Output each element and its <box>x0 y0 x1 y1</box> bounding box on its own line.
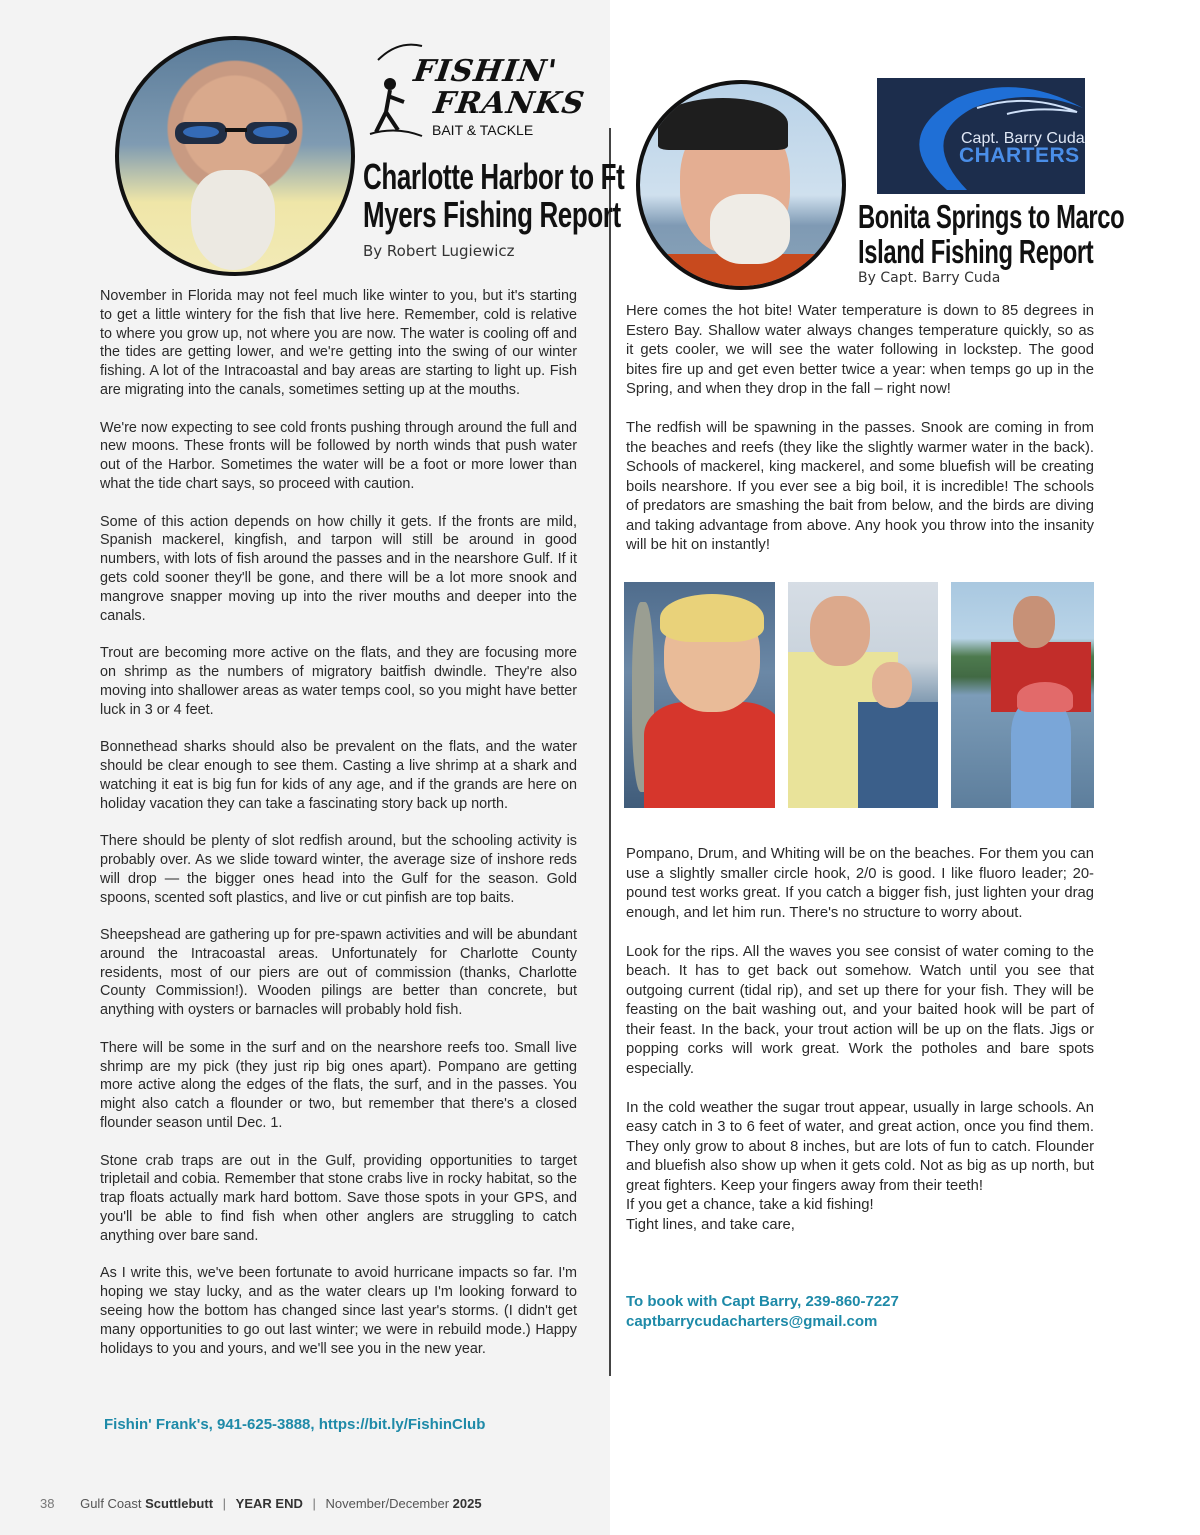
barry-cuda-contact <box>626 1292 899 1331</box>
article-paragraph: Some of this action depends on how chilly it gets. If the fronts are mild, Spanish mackerel, kingfish, and tarpon will still be around in good numbers, with lots of fish around the passes and in the nearshore Gulf. If it gets cold sooner they'll be gone, and there will be a lot more snook and mangrove snapper moving up into the river mouths and deeper into the canals. <box>100 513 577 624</box>
logo-text-franks: FRANKS <box>431 86 588 121</box>
right-article-body-top <box>626 302 1094 575</box>
barry-cuda-charters-logo <box>877 78 1085 194</box>
issue-months: November/December <box>325 1496 450 1511</box>
fishin-franks-logo <box>368 40 588 144</box>
robert-lugiewicz-portrait <box>115 36 355 276</box>
article-paragraph: We're now expecting to see cold fronts pushing through around the full and new moons. These fronts will be followed by north winds that push water out of the Harbor. Sometimes the water will be a foot or more lower than what the tide chart says, so proceed with caution. <box>100 419 577 492</box>
photo-captain-and-boy-with-fish <box>788 582 938 808</box>
booking-phone-link[interactable]: To book with Capt Barry, 239-860-7227 <box>626 1293 899 1310</box>
fishin-franks-contact-link[interactable]: Fishin' Frank's, 941-625-3888, https://bit.ly/FishinClub <box>104 1416 486 1433</box>
logo-text-capt-barry-cuda: Capt. Barry Cuda <box>961 130 1085 147</box>
photo-captain-and-girl-fishing <box>951 582 1094 808</box>
article-paragraph: Pompano, Drum, and Whiting will be on the beaches. For them you can use a slightly smaller circle hook, 2/0 is good. I like fluoro leader; 20-pound test works great. If you catch a bigger fish, just lighten your drag enough, and let him run. There's no structure to worry about. <box>626 846 1094 921</box>
right-title-line-1: Bonita Springs to Marco <box>858 198 1125 235</box>
photo-kid-with-trout <box>624 582 775 808</box>
column-divider <box>609 128 611 1376</box>
article-paragraph: November in Florida may not feel much like winter to you, but it's starting to get a little wintery for the fish that live here. Remember, cold is relative to where you grow up, not where you are now. The water is cooling off and the tides are getting lower, and we're getting into the swing of our winter fishing. A lot of the Intracoastal and bay areas are starting to light up. Fish are migrating into the canals, sometimes setting up at the mouths. <box>100 288 577 398</box>
article-paragraph: The redfish will be spawning in the passes. Snook are coming in from the beaches and reefs (they like the slightly warmer water in the back). Schools of mackerel, king mackerel, and some bluefish will be creating boils nearshore. If you ever see a big boil, it is incredible! The schools of predators are smashing the bait from below, and the birds are diving and taking advantage from above. Any hook you throw into the insanity will be hit on instantly! <box>626 420 1094 553</box>
left-article-title <box>363 158 624 234</box>
closing-line: Tight lines, and take care, <box>626 1216 795 1233</box>
closing-line: If you get a chance, take a kid fishing! <box>626 1197 874 1213</box>
article-paragraph: Trout are becoming more active on the flats, and they are focusing more on shrimp as the numbers of migratory baitfish dwindle. They're also moving into shallower areas as water temps cool, so you might have better luck in 3 or 4 feet. <box>100 645 577 718</box>
publication-prefix: Gulf Coast <box>80 1496 142 1511</box>
logo-text-charters: CHARTERS <box>959 144 1080 167</box>
article-paragraph: Sheepshead are gathering up for pre-spawn activities and will be abundant around the Intracoastal areas. Unfortunately for Charlotte County residents, most of our piers are out of commission (thanks, Charlotte County Commission!). Wooden pilings are better than concrete, but anything with oysters or barnacles will probably hold fish. <box>100 927 577 1019</box>
right-article-title <box>858 200 1124 269</box>
logo-text-bait-tackle: BAIT & TACKLE <box>432 122 534 138</box>
article-paragraph: In the cold weather the sugar trout appear, usually in large schools. An easy catch in 3 to 6 feet of water, and great action, once you find them. They only grow to about 8 inches, but are lots of fun to catch. Flounder and bluefish also show up when it gets cold. Not as big as up north, but great fighters. Keep your fingers away from their teeth! <box>626 1099 1094 1194</box>
issue-label: YEAR END <box>235 1496 303 1511</box>
publication-name: Scuttlebutt <box>145 1496 214 1511</box>
left-article-body <box>100 287 577 1377</box>
article-paragraph: As I write this, we've been fortunate to avoid hurricane impacts so far. I'm hoping we stay lucky, and as the water clears up I'm looking forward to seeing how the bottom has changed since last year's storms. (I didn't get many opportunities to go out last winter; we were in rebuild mode.) Happy holidays to you and yours, and we'll see you in the new year. <box>100 1265 577 1357</box>
right-article-byline: By Capt. Barry Cuda <box>858 270 1001 286</box>
sunglasses-icon <box>171 120 301 146</box>
logo-text-fishin: FISHIN' <box>411 54 560 89</box>
left-article-byline: By Robert Lugiewicz <box>363 242 515 260</box>
barry-cuda-portrait <box>636 80 846 290</box>
article-paragraph: Look for the rips. All the waves you see consist of water coming to the beach. It has to get back out somehow. Watch until you see that outgoing current (tidal rip), and set up there for your fish. They will be feasting on the bait washing out, and your baited hook will be part of their feast. In the back, your trout action will be up on the flats. Jigs or popping corks will work great. Work the potholes and bare spots especially. <box>626 943 1094 1077</box>
article-paragraph: There will be some in the surf and on the nearshore reefs too. Small live shrimp are my pick (they just rip big ones apart). Pompano are getting more active along the edges of the flats, the surf, and in the passes. You might also catch a flounder or two, but remember that there's a closed flounder season until Dec. 1. <box>100 1039 577 1132</box>
article-paragraph: Stone crab traps are out in the Gulf, providing opportunities to target tripletail and cobia. Remember that stone crabs live in rocky habitat, so the trap floats actually mark hard bottom. Save those spots in your GPS, and you'll be able to find fish when other anglers are struggling to catch anything over bare sand. <box>100 1152 577 1244</box>
left-title-line-1: Charlotte Harbor to Ft <box>363 156 625 197</box>
article-paragraph: There should be plenty of slot redfish around, but the schooling activity is probably over. As we slide toward winter, the average size of inshore reds will drop — the bigger ones head into the Gulf for the season. Gold spoons, scented soft plastics, and live or cut pinfish are top baits. <box>100 833 577 906</box>
page-footer: 38 Gulf Coast Scuttlebutt | YEAR END | November/December 2025 <box>40 1496 482 1511</box>
right-article-body-bottom <box>626 845 1094 1235</box>
page-number: 38 <box>40 1496 55 1511</box>
left-title-line-2: Myers Fishing Report <box>363 193 621 235</box>
right-title-line-2: Island Fishing Report <box>858 232 1094 270</box>
issue-year: 2025 <box>452 1496 482 1511</box>
article-paragraph: Bonnethead sharks should also be prevalent on the flats, and the water should be clear enough to see them. Casting a live shrimp at a shark and watching it eat is big fun for kids of any age, and if the grands are here on holiday vacation they can take a fascinating story back up north. <box>100 739 577 812</box>
article-paragraph: Here comes the hot bite! Water temperature is down to 85 degrees in Estero Bay. Shallow water always changes temperature quickly, so as it gets cooler, we will see the water following in lockstep. The good bites fire up and get even better twice a year: when temps go up in the Spring, and when they drop in the fall – right now! <box>626 303 1094 397</box>
booking-email-link[interactable]: captbarrycudacharters@gmail.com <box>626 1312 878 1330</box>
